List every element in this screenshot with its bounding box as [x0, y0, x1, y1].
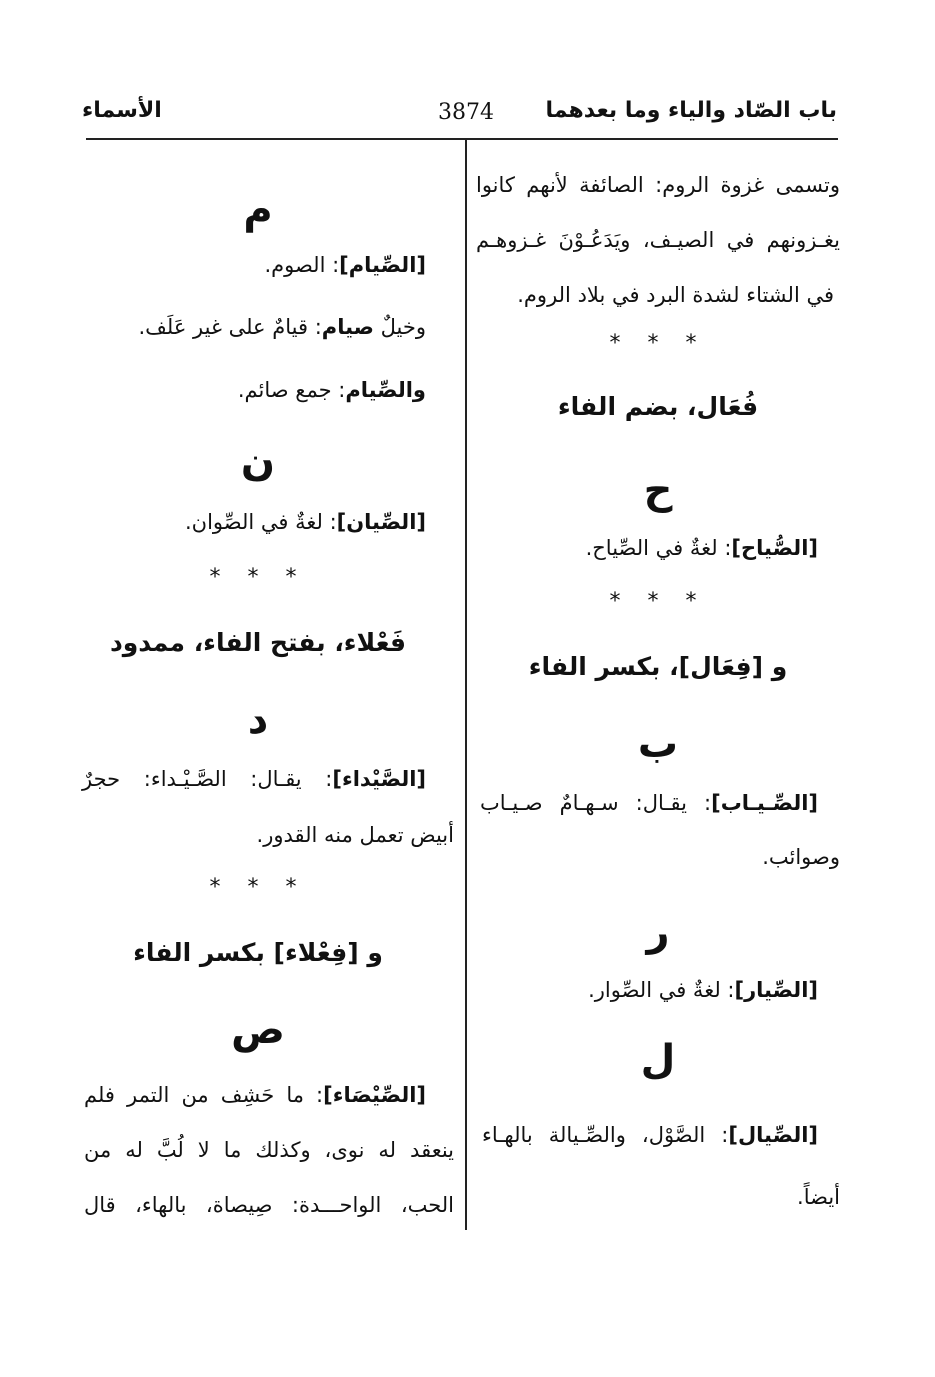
entry-definition: : ما حَشِف من التمر فلم	[84, 1083, 324, 1107]
entry-line	[476, 975, 818, 1005]
entry-line: أبيض تعمل منه القدور.	[256, 823, 454, 847]
entry-headword: [الصِّيْصَاء]	[323, 1083, 426, 1107]
letter-heading: ح	[643, 467, 673, 513]
entry-definition: : لغةٌ في الصِّياح.	[585, 536, 732, 560]
entry-line	[82, 250, 426, 280]
intro-line-3: في الشتاء لشدة البرد في بلاد الروم.	[517, 283, 834, 307]
entry-headword: [الصِّيام]	[339, 253, 426, 277]
entry-line: ينعقد له نوى، وكذلك ما لا لُبَّ له من	[84, 1138, 454, 1162]
section-heading: و [فِعْلاء] بكسر الفاء	[133, 938, 383, 967]
intro-line-2: يغـزونهم في الصيـف، ويَدَعُـوْنَ غـزوهـم	[476, 228, 840, 252]
separator-stars: * * *	[609, 331, 707, 356]
left-column	[82, 0, 454, 1377]
entry-headword: [الصِّيال]	[728, 1123, 818, 1147]
running-head-left: الأسماء	[82, 98, 162, 123]
entry-line: وصوائب.	[762, 845, 840, 869]
right-column	[476, 0, 840, 1377]
entry-definition: : قيامٌ على غير عَلَف.	[138, 315, 322, 339]
entry-definition: : الصَّوْل، والصِّـيالة بالهـاء	[482, 1123, 729, 1147]
entry-headword: [الصِّيار]	[734, 978, 818, 1002]
entry-line	[82, 507, 426, 537]
entry-line: الحب، الواحـــدة: صِيصاة، بالهاء، قال	[84, 1193, 454, 1217]
entry-definition: : يقـال: سـهـامٌ صـيـاب	[480, 791, 712, 815]
entry-definition: : لغةٌ في الصِّوان.	[184, 510, 337, 534]
section-heading: و [فِعَال]، بكسر الفاء	[528, 652, 788, 681]
entry-definition: : لغةٌ في الصِّوار.	[588, 978, 735, 1002]
entry-line: أيضاً.	[797, 1185, 840, 1209]
entry-line	[82, 312, 426, 342]
entry-line	[482, 1120, 818, 1150]
separator-stars: * * *	[209, 565, 307, 590]
letter-heading: ن	[240, 439, 276, 485]
section-heading: فُعَال، بضم الفاء	[557, 392, 759, 421]
separator-stars: * * *	[609, 589, 707, 614]
entry-headword: [الصَّيْداء]	[332, 767, 426, 791]
column-divider	[465, 140, 467, 1230]
page-number: 3874	[438, 100, 494, 125]
entry-headword: [الصِّيان]	[336, 510, 426, 534]
entry-definition: : يقـال: الصَّـيْـداء: حجرٌ	[82, 767, 333, 791]
letter-heading: ب	[637, 721, 679, 767]
entry-headword: [الصِّـيـاب]	[711, 791, 818, 815]
entry-headword: [الصُّياح]	[731, 536, 818, 560]
entry-line	[82, 764, 426, 794]
letter-heading: ص	[231, 1007, 285, 1053]
letter-heading: ل	[640, 1037, 676, 1083]
entry-definition: : الصوم.	[264, 253, 340, 277]
entry-headword: صيام	[321, 315, 374, 339]
entry-headword: والصِّيام	[345, 378, 426, 402]
entry-line	[84, 1080, 426, 1110]
entry-line	[480, 788, 818, 818]
letter-heading: ر	[646, 909, 670, 955]
letter-heading: د	[247, 697, 269, 743]
entry-definition: : جمع صائم.	[237, 378, 346, 402]
section-heading: فَعْلاء، بفتح الفاء، ممدود	[109, 628, 407, 657]
running-head-right: باب الصّاد والياء وما بعدهما	[545, 98, 837, 123]
entry-line	[82, 375, 426, 405]
letter-heading: م	[243, 187, 273, 233]
entry-line	[476, 533, 818, 563]
entry-text: وخيلٌ	[373, 315, 426, 339]
intro-line-1: وتسمى غزوة الروم: الصائفة لأنهم كانوا	[476, 173, 840, 197]
separator-stars: * * *	[209, 875, 307, 900]
